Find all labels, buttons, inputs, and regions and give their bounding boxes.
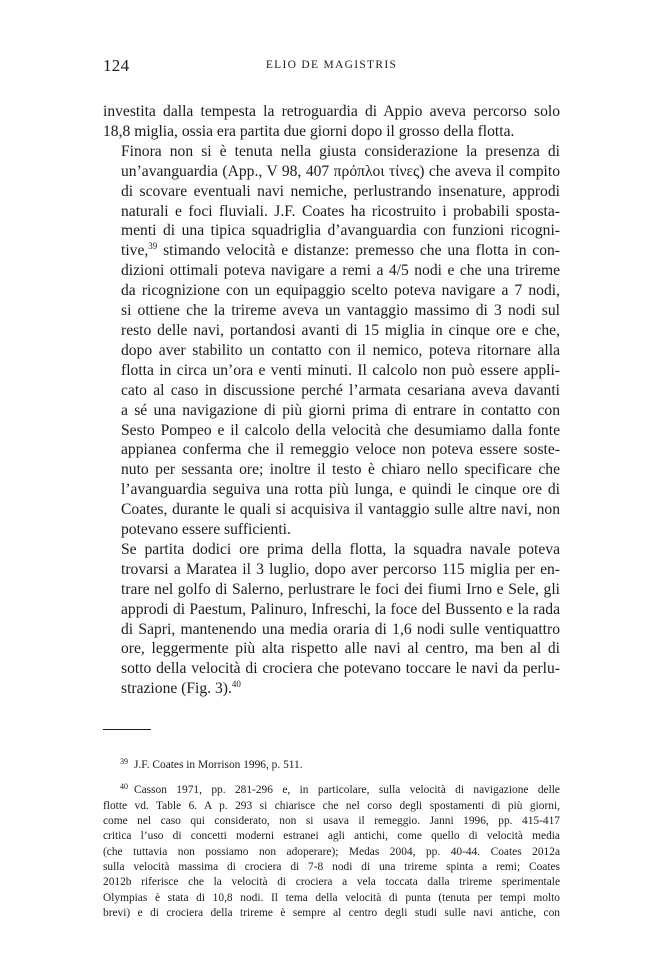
footnote-line: come nel caso qui considerato, non si usava il remeggio. Janni 1996, pp. 415-417 — [103, 815, 560, 828]
text-line: l’avanguardia seguiva una rotta più lunga, e quindi le cinque ore di — [121, 481, 560, 499]
book-page — [103, 56, 560, 927]
text-line: dopo aver stabilito un contatto con il nemico, poteva ritornare alla — [121, 341, 560, 359]
text-line: trovarsi a Maratea il 3 luglio, dopo aver percorso 115 miglia per en- — [121, 560, 560, 578]
text-line: di Sapri, mantenendo una media oraria di 1,6 nodi sulle ventiquattro — [121, 620, 560, 638]
footnote-line — [103, 779, 560, 798]
text-line: sotto della velocità di crociera che potevano toccare le navi da perlu- — [121, 660, 560, 678]
text-line: Finora non si è tenuta nella giusta considerazione la presenza di — [121, 142, 560, 160]
footnote-line: (che tuttavia non possiamo non adoperare); Medas 2004, pp. 40-44. Coates 2012a — [103, 845, 560, 858]
text-line: trare nel golfo di Salerno, perlustrare le foci dei fiumi Irno e Sele, gli — [121, 580, 560, 598]
text-line — [103, 241, 560, 261]
paragraph-3 — [103, 540, 560, 699]
text-line: menti di una tipica squadriglia d’avanguardia con funzioni ricogni- — [121, 222, 560, 240]
footnote-line: flotte vd. Table 6. A p. 293 si chiarisce che nel corso degli spostamenti di più giorni, — [103, 799, 560, 812]
text-line: Coates, durante le quali si acquisiva il vantaggio sulle altre navi, non — [121, 501, 560, 519]
text-line: potevano essere sufficienti. — [121, 521, 291, 539]
footnote-40 — [103, 779, 560, 921]
text-line: resto delle navi, portandosi avanti di 15 miglia in cinque ore e che, — [121, 321, 560, 339]
text-fragment: strazione (Fig. 3). — [121, 680, 232, 698]
text-fragment: tive, — [121, 242, 149, 260]
footnotes — [103, 754, 560, 921]
running-title: ELIO DE MAGISTRIS — [265, 59, 398, 71]
text-line — [103, 679, 560, 699]
text-line: investita dalla tempesta la retroguardia di Appio aveva percorso solo — [103, 103, 560, 120]
footnote-line: brevi) e di crociera della trireme è sempre al centro degli studi sulle navi antiche, con — [103, 906, 560, 919]
footnote-text: Casson 1971, pp. 281-296 e, in particolare, sulla velocità di navigazione delle — [134, 784, 560, 797]
footnote-line: sulla velocità massima di crociera di 7-8 nodi di una trireme spinta a remi; Coates — [103, 860, 560, 873]
text-line: appianea conferma che il remeggio veloce non poteva essere soste- — [121, 441, 560, 459]
paragraph-1 — [103, 102, 560, 142]
text-line: di scovare eventuali navi nemiche, perlustrando insenature, approdi — [121, 182, 560, 200]
footnote-separator — [103, 729, 151, 730]
text-line: nuto per sessanta ore; inoltre il testo è chiaro nello specificare che — [121, 461, 560, 479]
text-line: flotta in circa un’ora e venti minuti. Il calcolo non può essere appli- — [121, 361, 560, 379]
footnote-line: 2012b riferisce che la velocità di crociera a vela toccata dalla trireme sperimentale — [103, 876, 560, 889]
text-line: a sé una navigazione di più giorni prima di entrare in contatto con — [121, 401, 560, 419]
text-fragment: stimando velocità e distanze: premesso che una flotta in con- — [157, 242, 560, 260]
footnote-number: 39 — [120, 757, 128, 767]
footnote-line: Olympias è stata di 10,8 nodi. Il tema della velocità di punta (tenuta per tempi molto — [103, 891, 560, 904]
footnote-line: critica l’uso di concetti moderni estranei agli antichi, come quello di velocità media — [103, 830, 560, 843]
footnote-ref-39[interactable]: 39 — [148, 241, 158, 252]
text-line: dizioni ottimali poteva navigare a remi a 4/5 nodi e che una trireme — [121, 262, 560, 280]
footnote-ref-40[interactable]: 40 — [231, 679, 241, 690]
text-line: naturali e foci fluviali. J.F. Coates ha ricostruito i probabili sposta- — [121, 202, 560, 220]
footnote-39 — [103, 754, 560, 773]
footnote-line — [103, 754, 560, 773]
text-line: si ottiene che la trireme aveva un vantaggio massimo di 3 nodi sul — [121, 302, 560, 320]
text-line: cato al caso in discussione perché l’armata cesariana aveva davanti — [121, 381, 560, 399]
paragraph-2 — [103, 142, 560, 540]
text-line: 18,8 miglia, ossia era partita due giorni dopo il grosso della flotta. — [103, 122, 515, 140]
text-line: Sesto Pompeo e il calcolo della velocità che desumiamo dalla fonte — [121, 421, 560, 439]
text-line: Se partita dodici ore prima della flotta, la squadra navale poteva — [121, 540, 560, 558]
text-line: approdi di Paestum, Palinuro, Infreschi, la foce del Bussento e la rada — [121, 600, 560, 618]
text-line: un’avanguardia (App., V 98, 407 πρόπλοι τίνες) che aveva il compito — [121, 162, 560, 180]
page-number: 124 — [103, 56, 130, 75]
text-line: da ricognizione con un equipaggio scelto poteva navigare a 7 nodi, — [121, 282, 560, 300]
footnote-number: 40 — [120, 782, 128, 792]
body-text — [103, 102, 560, 699]
text-line: ore, leggermente più alta rispetto alle navi al centro, ma ben al di — [121, 640, 560, 658]
running-header — [103, 56, 560, 78]
footnote-text: J.F. Coates in Morrison 1996, p. 511. — [134, 759, 303, 772]
